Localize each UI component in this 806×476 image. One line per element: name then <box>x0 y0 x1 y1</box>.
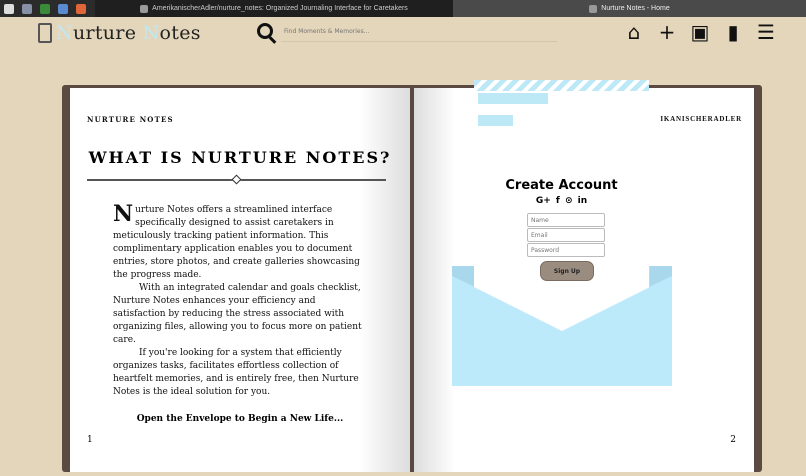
left-page <box>70 88 410 472</box>
search-input[interactable] <box>281 21 557 42</box>
pinned-tab[interactable] <box>54 0 72 17</box>
letter-stripes <box>474 80 649 91</box>
plus-icon[interactable]: + <box>658 20 676 44</box>
browser-tab-active[interactable]: Nurture Notes - Home <box>453 0 806 17</box>
email-field[interactable] <box>527 228 605 242</box>
page-title: WHAT IS NURTURE NOTES? <box>88 148 392 167</box>
pinned-tab[interactable] <box>0 0 18 17</box>
running-head: IKANISCHERADLER <box>660 115 742 123</box>
gallery-icon[interactable]: ▣ <box>690 20 710 44</box>
book <box>62 85 762 472</box>
password-field[interactable] <box>527 243 605 257</box>
journal-icon[interactable]: ▮ <box>727 20 739 44</box>
form-title: Create Account <box>505 178 618 193</box>
running-head: NURTURE NOTES <box>87 115 174 124</box>
google-icon[interactable]: G+ <box>535 196 551 206</box>
page-number: 1 <box>87 435 93 445</box>
letter-bar <box>478 93 548 104</box>
pinned-tab[interactable] <box>72 0 90 17</box>
letter-bar <box>478 115 513 126</box>
envelope-front[interactable] <box>452 266 672 386</box>
social-login <box>414 196 709 206</box>
github-icon <box>140 5 148 13</box>
browser-tab-bar <box>0 0 806 17</box>
github-icon[interactable]: ⊙ <box>564 196 573 206</box>
pinned-tab[interactable] <box>18 0 36 17</box>
call-to-action: Open the Envelope to Begin a New Life... <box>136 414 344 424</box>
intro-text: Nurture Notes offers a streamlined interface specifically designed to assist caretakers in meticulously tracking patient information. This complimentary application enables you to document entries, store photos, and create galleries showcasing the progress made. With an integrated calendar and goals checklist, Nurture Notes enhances your efficiency and satisfaction by reducing the stress associated with organizing files, allowing you to focus more on patient care. If you're looking for a system that efficiently organizes tasks, facilitates effortless collection of heartfelt memories, and is entirely free, then Nurture Notes is the ideal solution for you. <box>113 201 362 397</box>
logo[interactable]: Nurture Notes <box>38 22 201 44</box>
page-icon <box>589 5 597 13</box>
sign-up-button[interactable]: Sign Up <box>540 261 594 281</box>
facebook-icon[interactable]: f <box>555 196 560 206</box>
diamond-ornament <box>232 175 242 185</box>
menu-icon[interactable]: ☰ <box>757 20 775 44</box>
pinned-tab[interactable] <box>36 0 54 17</box>
page-number: 2 <box>730 435 736 445</box>
name-field[interactable] <box>527 213 605 227</box>
notebook-icon <box>38 23 52 43</box>
search-icon[interactable] <box>257 23 273 39</box>
browser-tab[interactable]: AmerikanischerAdler/nurture_notes: Organized Journaling Interface for Caretakers <box>95 0 453 17</box>
linkedin-icon[interactable]: in <box>577 196 588 206</box>
home-icon[interactable]: ⌂ <box>627 20 641 44</box>
right-page <box>414 88 754 472</box>
app-header <box>0 17 806 50</box>
